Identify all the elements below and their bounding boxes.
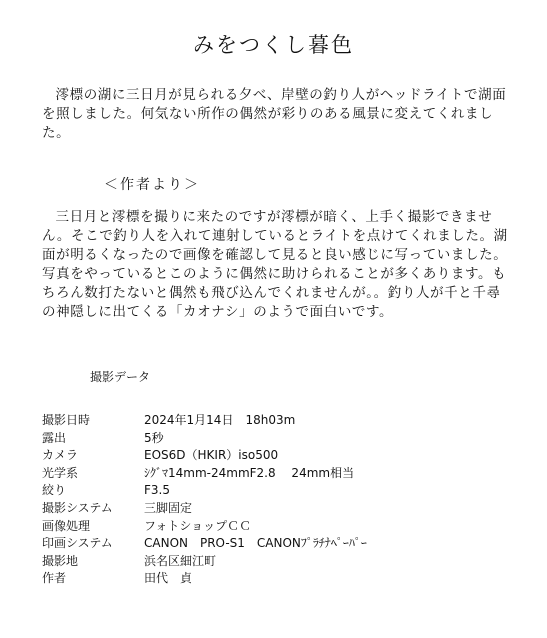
data-value: EOS6D（HKIR）iso500	[144, 448, 279, 463]
data-label: カメラ	[42, 448, 79, 463]
data-row-optics	[42, 465, 367, 483]
data-row-print-system	[42, 535, 367, 553]
data-label: 絞り	[42, 483, 67, 498]
data-label: 撮影日時	[42, 413, 91, 427]
data-value: 2024年1月14日 18h03m	[144, 413, 296, 427]
author-note-paragraph: 三日月と澪標を撮りに来たのですが澪標が暗く、上手く撮影できません。そこで釣り人を入れて連射しているとライトを点けてくれました。湖面が明るくなったので画像を確認して見ると良い感じに写っていました。写真をやっているとこのように偶然に助けられることが多くあります。もちろん数打たないと偶然も飛び込んでくれませんが。。釣り人が千と千尋の神隠しに出てくる「カオナシ」のようで面白いです。	[42, 209, 508, 320]
data-row-image-processing	[42, 518, 367, 536]
data-label: 撮影地	[42, 553, 79, 568]
data-row-aperture	[42, 482, 367, 500]
data-row-author	[42, 570, 367, 588]
data-label: 撮影システム	[42, 500, 113, 515]
data-value: 田代 貞	[144, 571, 193, 586]
data-row-camera	[42, 447, 367, 465]
data-label: 光学系	[42, 465, 79, 480]
data-label: 作者	[42, 571, 67, 586]
data-value: 浜名区細江町	[144, 553, 217, 568]
data-label: 印画システム	[42, 536, 113, 551]
data-label: 画像処理	[42, 518, 91, 533]
data-value: CANON PRO-S1 CANONﾌﾟﾗﾁﾅﾍﾟｰﾊﾟｰ	[144, 536, 367, 551]
author-note-heading: ＜作者より＞	[104, 177, 200, 193]
data-value: F3.5	[144, 483, 170, 498]
data-row-shooting-system	[42, 500, 367, 518]
data-value: フォトショップＣＣ	[144, 518, 252, 533]
data-row-exposure	[42, 430, 367, 448]
data-value: 三脚固定	[144, 500, 193, 515]
data-row-location	[42, 553, 367, 571]
data-value: 5秒	[144, 430, 164, 445]
data-row-datetime	[42, 412, 367, 430]
data-value: ｼｸﾞﾏ14mm-24mmF2.8 24mm相当	[144, 465, 355, 480]
intro-paragraph: 澪標の湖に三日月が見られる夕べ、岸壁の釣り人がヘッドライトで湖面を照しました。何気ない所作の偶然が彩りのある風景に変えてくれました。	[42, 87, 507, 141]
page-title: みをつくし暮色	[193, 33, 354, 57]
data-label: 露出	[42, 430, 67, 445]
photo-data-table	[42, 412, 367, 588]
photo-data-heading: 撮影データ	[90, 370, 151, 384]
